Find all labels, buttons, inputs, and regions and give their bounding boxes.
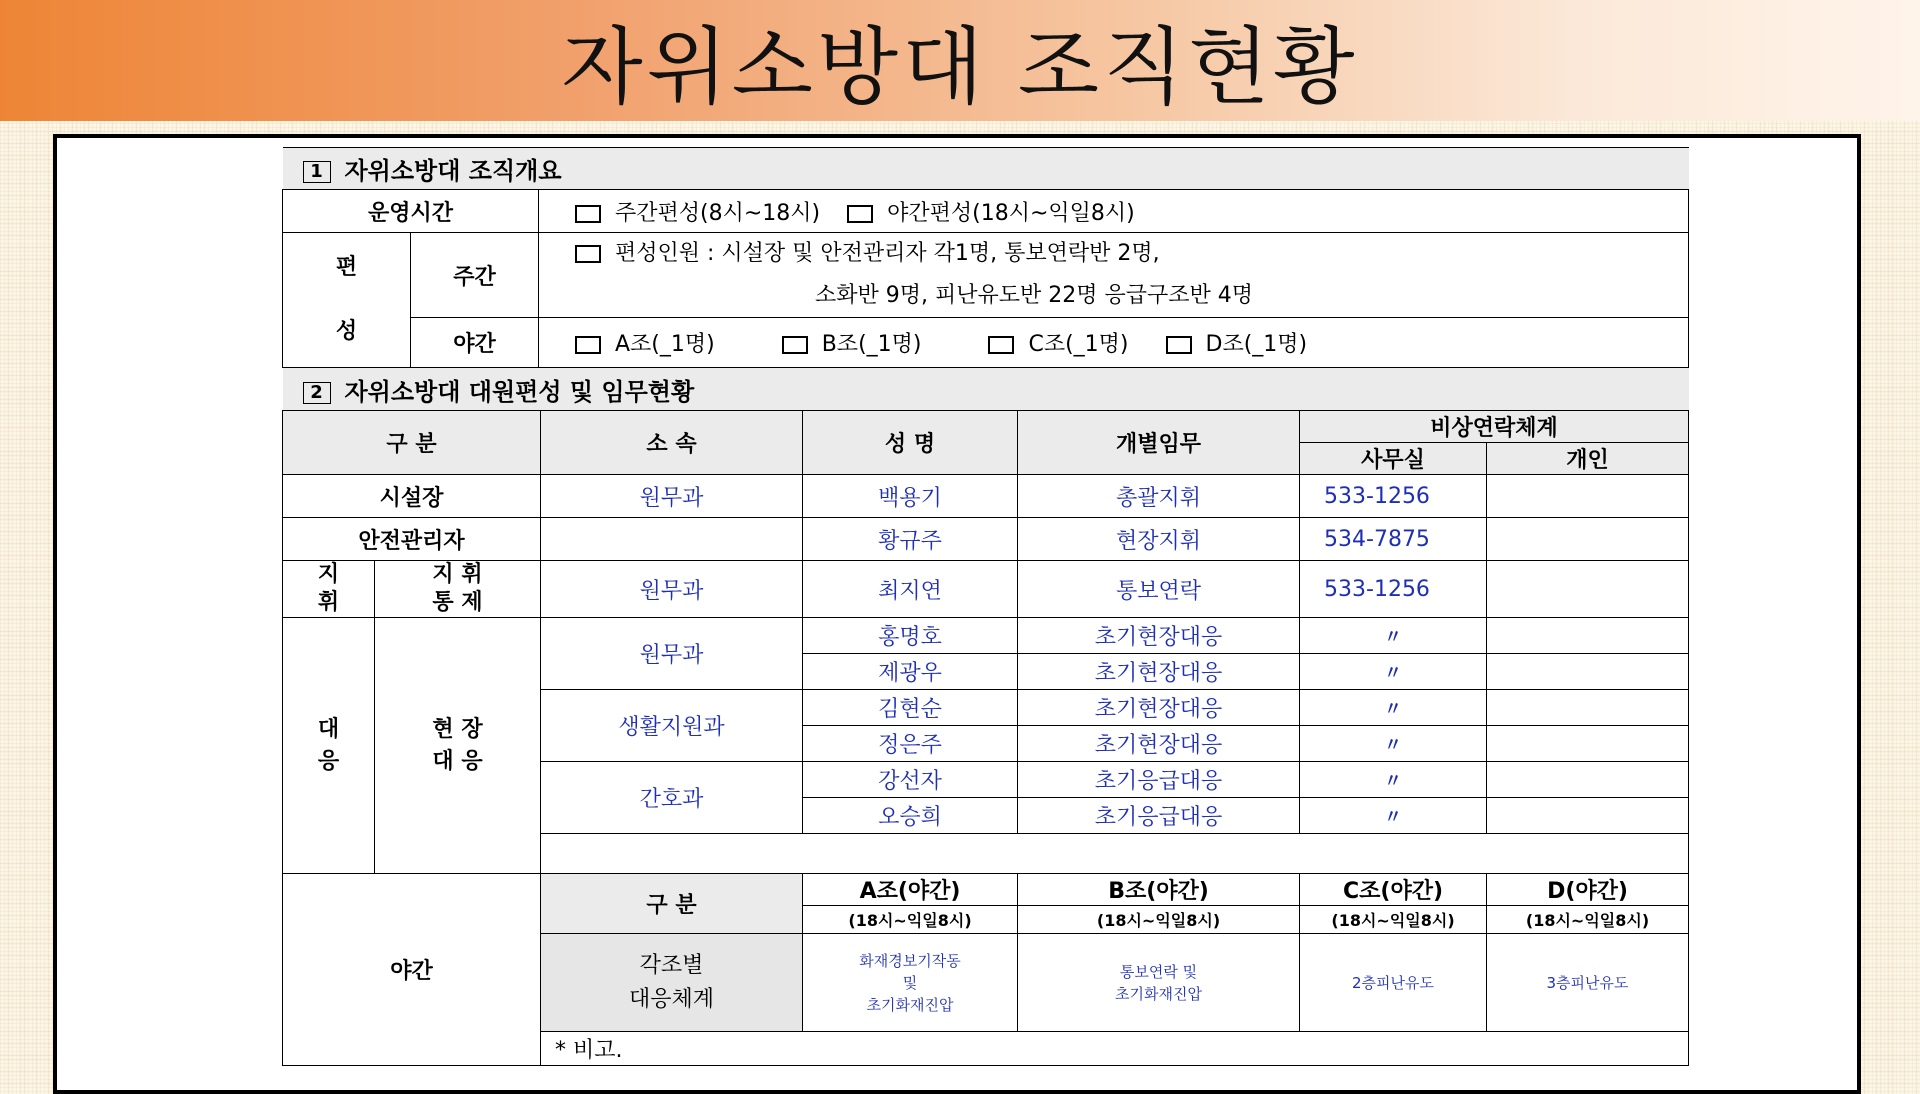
document [282, 147, 1688, 1066]
section2-number: 2 [303, 382, 331, 404]
director-label: 시설장 [283, 475, 541, 518]
response-duty: 초기현장대응 [1018, 618, 1300, 654]
response-duty: 초기응급대응 [1018, 798, 1300, 834]
team-d-title: D(야간) [1487, 874, 1689, 906]
section2-header [283, 368, 1689, 411]
header-personal: 개인 [1487, 443, 1689, 475]
day-label: 주간 [411, 233, 539, 318]
header-office: 사무실 [1300, 443, 1487, 475]
safety-dept [541, 518, 803, 561]
team-b-checkbox[interactable] [782, 336, 808, 354]
day-checkbox[interactable] [575, 205, 601, 223]
response-duty: 초기현장대응 [1018, 726, 1300, 762]
response-dept: 원무과 [541, 618, 803, 690]
system-label: 각조별 대응체계 [541, 934, 803, 1032]
header-name: 성 명 [803, 411, 1018, 475]
section1-table [282, 147, 1689, 411]
director-office: 533-1256 [1300, 475, 1487, 518]
ditto-mark: 〃 [1300, 618, 1487, 654]
safety-office: 534-7875 [1300, 518, 1487, 561]
safety-name: 황규주 [803, 518, 1018, 561]
title-bar [0, 0, 1920, 121]
team-d-task: 3층피난유도 [1487, 934, 1689, 1032]
table-row [283, 518, 1689, 561]
section1-title: 자위소방대 조직개요 [344, 157, 562, 185]
command-label-a: 지 휘 [283, 561, 375, 618]
response-personal [1487, 618, 1689, 654]
night-category: 구 분 [541, 874, 803, 934]
org-label-2: 성 [335, 319, 358, 344]
night-label: 야간 [411, 318, 539, 368]
response-personal [1487, 798, 1689, 834]
day-members-checkbox[interactable] [575, 245, 601, 263]
team-a-checkbox[interactable] [575, 336, 601, 354]
section1-number: 1 [303, 161, 331, 183]
table-row [283, 561, 1689, 618]
team-d-checkbox[interactable] [1166, 336, 1192, 354]
response-name: 오승희 [803, 798, 1018, 834]
response-label-b: 현 장 대 응 [375, 618, 541, 874]
section1-header [283, 148, 1689, 190]
night-header-row [283, 874, 1689, 906]
director-duty: 총괄지휘 [1018, 475, 1300, 518]
command-label-b: 지 휘 통 제 [375, 561, 541, 618]
response-label-a: 대 응 [283, 618, 375, 874]
team-b-title: B조(야간) [1018, 874, 1300, 906]
hours-night: 야간편성(18시~익일8시) [887, 200, 1135, 226]
team-a-time: (18시~익일8시) [803, 906, 1018, 934]
team-c-checkbox[interactable] [988, 336, 1014, 354]
ditto-mark: 〃 [1300, 690, 1487, 726]
team-c-task: 2층피난유도 [1300, 934, 1487, 1032]
response-dept: 간호과 [541, 762, 803, 834]
header-duty: 개별임무 [1018, 411, 1300, 475]
night-d: D조(_1명) [1205, 332, 1308, 357]
hours-label: 운영시간 [283, 190, 539, 233]
header-contact: 비상연락체계 [1300, 411, 1689, 443]
day-detail [539, 233, 1689, 318]
slide-title: 자위소방대 조직현황 [561, 18, 1359, 116]
director-personal [1487, 475, 1689, 518]
section2-title: 자위소방대 대원편성 및 임무현황 [344, 377, 695, 406]
table-row [283, 475, 1689, 518]
command-personal [1487, 561, 1689, 618]
team-b-task: 통보연락 및 초기화재진압 [1018, 934, 1300, 1032]
command-dept: 원무과 [541, 561, 803, 618]
org-label-1: 편 [335, 255, 358, 280]
day-line1: 편성인원 : 시설장 및 안전관리자 각1명, 통보연락반 2명, [615, 241, 1160, 266]
team-a-title: A조(야간) [803, 874, 1018, 906]
response-name: 홍명호 [803, 618, 1018, 654]
response-duty: 초기현장대응 [1018, 690, 1300, 726]
ditto-mark: 〃 [1300, 762, 1487, 798]
night-label: 야간 [283, 874, 541, 1066]
night-c: C조(_1명) [1028, 332, 1129, 357]
team-d-time: (18시~익일8시) [1487, 906, 1689, 934]
night-a: A조(_1명) [615, 332, 715, 357]
night-detail [539, 318, 1689, 368]
ditto-mark: 〃 [1300, 798, 1487, 834]
command-duty: 통보연락 [1018, 561, 1300, 618]
response-personal [1487, 654, 1689, 690]
safety-duty: 현장지휘 [1018, 518, 1300, 561]
org-label [283, 233, 411, 368]
director-name: 백용기 [803, 475, 1018, 518]
header-dept: 소 속 [541, 411, 803, 475]
response-name: 김현순 [803, 690, 1018, 726]
response-duty: 초기현장대응 [1018, 654, 1300, 690]
empty-cell [541, 834, 1689, 874]
team-b-time: (18시~익일8시) [1018, 906, 1300, 934]
day-line2: 소화반 9명, 피난유도반 22명 응급구조반 4명 [815, 283, 1253, 308]
response-duty: 초기응급대응 [1018, 762, 1300, 798]
safety-label: 안전관리자 [283, 518, 541, 561]
night-b: B조(_1명) [821, 332, 922, 357]
response-personal [1487, 726, 1689, 762]
note: * 비고. [541, 1032, 1689, 1066]
team-c-title: C조(야간) [1300, 874, 1487, 906]
response-name: 정은주 [803, 726, 1018, 762]
table-row [283, 618, 1689, 654]
response-name: 제광우 [803, 654, 1018, 690]
response-name: 강선자 [803, 762, 1018, 798]
response-personal [1487, 762, 1689, 798]
team-a-task: 화재경보기작동 및 초기화재진압 [803, 934, 1018, 1032]
night-checkbox[interactable] [847, 205, 873, 223]
ditto-mark: 〃 [1300, 726, 1487, 762]
hours-day: 주간편성(8시~18시) [615, 200, 821, 226]
hours-options [539, 190, 1689, 233]
response-dept: 생활지원과 [541, 690, 803, 762]
command-name: 최지연 [803, 561, 1018, 618]
header-category: 구 분 [283, 411, 541, 475]
response-personal [1487, 690, 1689, 726]
command-office: 533-1256 [1300, 561, 1487, 618]
director-dept: 원무과 [541, 475, 803, 518]
team-c-time: (18시~익일8시) [1300, 906, 1487, 934]
section2-table [282, 410, 1689, 1066]
safety-personal [1487, 518, 1689, 561]
ditto-mark: 〃 [1300, 654, 1487, 690]
